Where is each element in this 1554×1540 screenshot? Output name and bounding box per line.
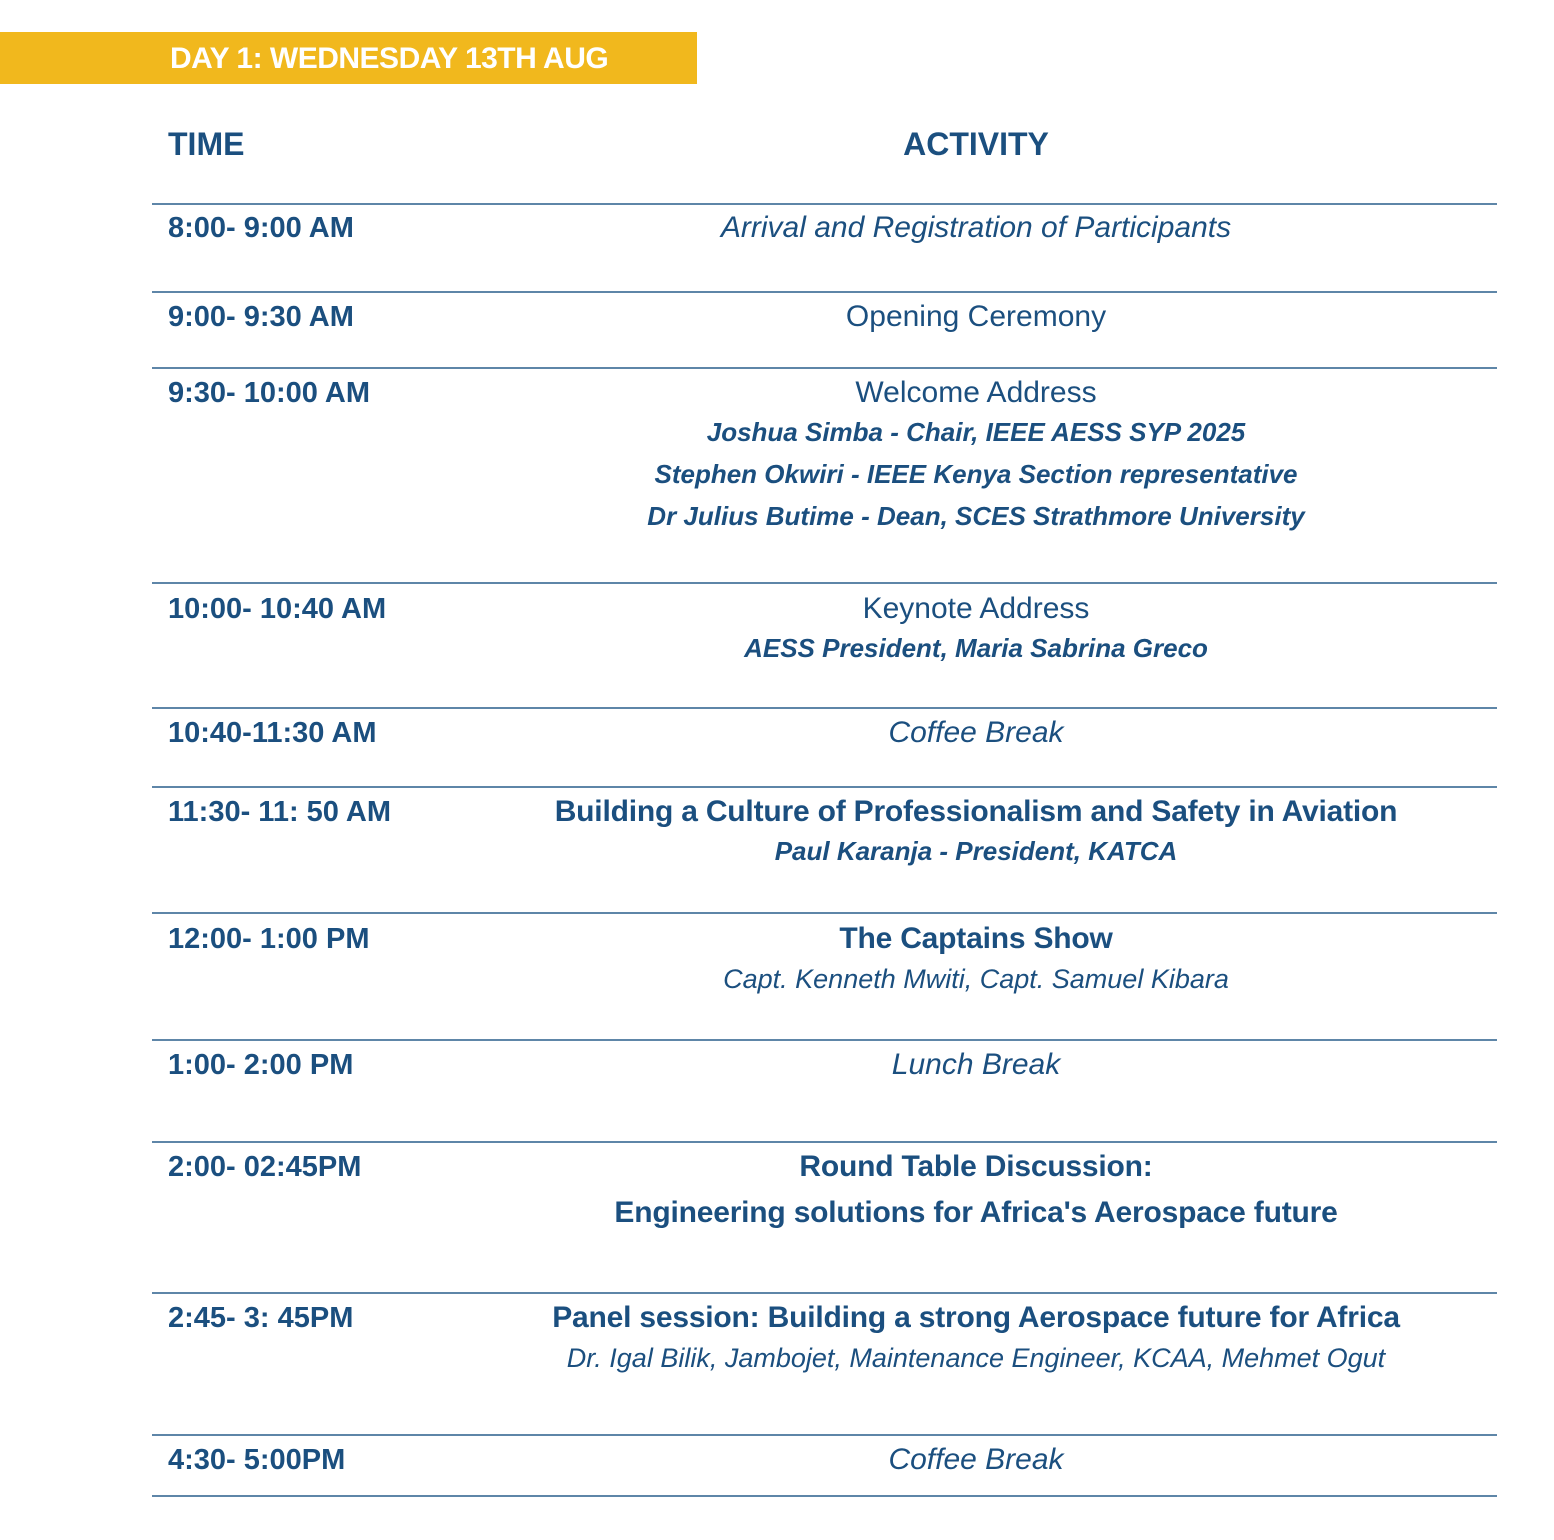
row-activity [476,1047,1476,1083]
row-divider [152,291,1497,293]
activity-title: Lunch Break [891,1048,1061,1081]
activity-title: Welcome Address [855,376,1097,409]
row-time: 9:30- 10:00 AM [168,377,371,409]
activity-title: Round Table Discussion: [799,1150,1153,1183]
activity-title: The Captains Show [839,922,1113,955]
row-activity [476,1442,1476,1478]
row-time: 10:40-11:30 AM [168,717,377,749]
activity-title: Engineering solutions for Africa's Aerospace future [614,1196,1338,1229]
activity-speaker: Dr. Igal Bilik, Jambojet, Maintenance Engineer, KCAA, Mehmet Ogut [566,1343,1386,1373]
row-divider [152,1292,1497,1294]
row-time: 1:00- 2:00 PM [168,1049,354,1081]
activity-speaker: Capt. Kenneth Mwiti, Capt. Samuel Kibara [723,964,1229,994]
day-banner-title: DAY 1: WEDNESDAY 13TH AUG [170,42,609,75]
row-divider [152,786,1497,788]
row-activity [476,921,1476,1001]
activity-title: Panel session: Building a strong Aerospace future for Africa [552,1301,1400,1334]
activity-title: Keynote Address [862,592,1090,625]
activity-column-header: ACTIVITY [903,126,1049,162]
row-divider [152,1141,1497,1143]
activity-title: Coffee Break [888,1443,1064,1476]
activity-speaker: Stephen Okwiri - IEEE Kenya Section representative [654,459,1298,489]
activity-speaker: Paul Karanja - President, KATCA [774,836,1178,866]
row-time: 10:00- 10:40 AM [168,593,387,625]
row-time: 11:30- 11: 50 AM [168,796,391,828]
activity-title: Arrival and Registration of Participants [720,211,1232,244]
activity-speaker: Dr Julius Butime - Dean, SCES Strathmore University [647,501,1305,531]
row-time: 12:00- 1:00 PM [168,923,370,955]
row-activity [476,591,1476,669]
row-divider [152,582,1497,584]
row-activity [476,299,1476,335]
row-divider [152,367,1497,369]
row-time: 8:00- 9:00 AM [168,212,354,244]
row-activity [476,210,1476,246]
row-time: 2:00- 02:45PM [168,1151,362,1183]
row-activity [476,1149,1476,1231]
row-activity [476,1300,1476,1380]
row-divider [152,1039,1497,1041]
row-divider [152,203,1497,205]
row-time: 2:45- 3: 45PM [168,1302,354,1334]
activity-title: Opening Ceremony [845,300,1107,333]
row-time: 9:00- 9:30 AM [168,301,354,333]
time-column-header: TIME [168,126,245,162]
row-divider [152,912,1497,914]
row-activity [476,715,1476,751]
activity-title: Building a Culture of Professionalism and Safety in Aviation [554,795,1398,828]
row-activity [476,375,1476,537]
row-divider [152,707,1497,709]
activity-speaker: Joshua Simba - Chair, IEEE AESS SYP 2025 [706,417,1246,447]
day-banner [0,32,697,84]
row-divider [152,1495,1497,1497]
row-time: 4:30- 5:00PM [168,1444,346,1476]
row-activity [476,794,1476,872]
row-divider [152,1434,1497,1436]
activity-speaker: AESS President, Maria Sabrina Greco [744,633,1208,663]
activity-title: Coffee Break [888,716,1064,749]
